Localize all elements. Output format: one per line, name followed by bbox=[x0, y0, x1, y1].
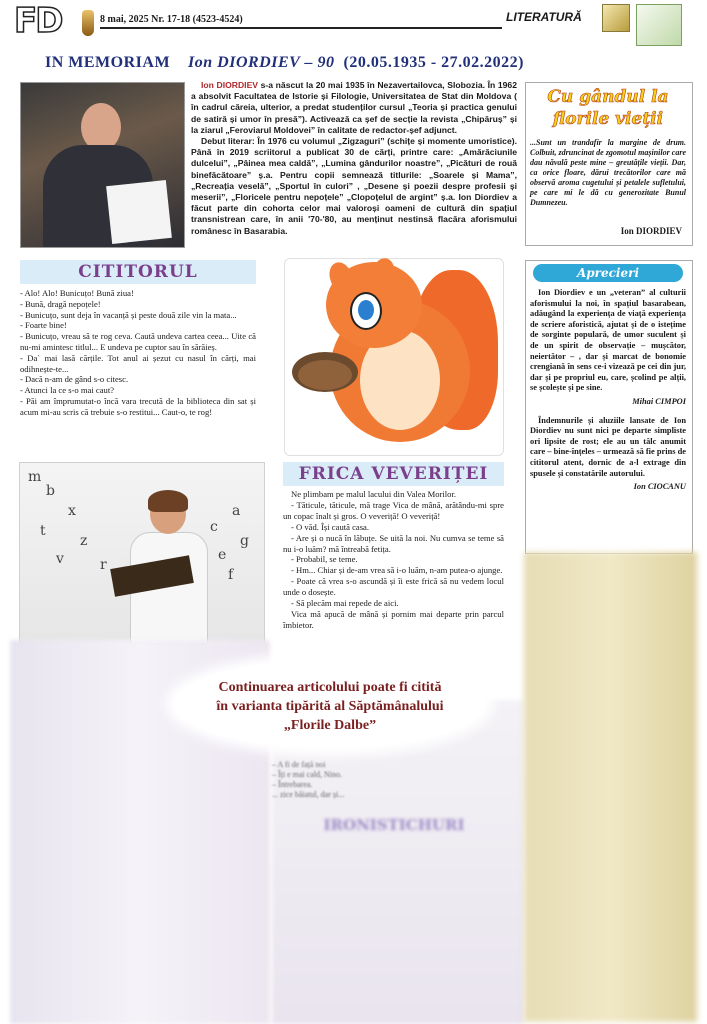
dialog-line: - Dacă n-am de gând s-o citesc. bbox=[20, 374, 129, 385]
story-line: - O văd. Își caută casa. bbox=[291, 521, 370, 532]
acorn-icon-body bbox=[298, 360, 352, 390]
dialog-line: - Bună, dragă nepoțele! bbox=[20, 298, 101, 309]
story-line: - Tăticule, tăticule, mă trage Vica de mână, arătându-mi spre un copac înalt și gros. O veveriță! O veveriță! bbox=[283, 499, 504, 521]
story-line: - Are și o nucă în lăbuțe. Se uită la noi. Nu cumva se teme să nu i-o luăm? mă întreabă fetița. bbox=[283, 532, 504, 554]
boy-hair bbox=[148, 490, 188, 512]
story-line: - Să plecăm mai repede de aici. bbox=[291, 598, 399, 609]
dialog-line: - Foarte bine! bbox=[20, 320, 67, 331]
dialog-line: - Bunicuțo, vreau să te rog ceva. Caută undeva cartea ceea... Uite că nu-mi amintesc titlul... E undeva pe cuptor sau în sărăieș. bbox=[20, 331, 256, 352]
aprecieri-heading: Aprecieri bbox=[533, 264, 683, 282]
author-photo-head bbox=[81, 103, 121, 151]
ink-bottle-icon bbox=[82, 10, 94, 36]
squirrel-pupil bbox=[358, 300, 374, 320]
cititorul-text bbox=[20, 288, 256, 418]
dialog-line: - Bunicuțo, sunt deja în vacanță și peste două zile vin la mata... bbox=[20, 309, 237, 320]
quote-box-author: Ion DIORDIEV bbox=[620, 226, 682, 236]
issue-info: 8 mai, 2025 Nr. 17-18 (4523-4524) bbox=[100, 14, 243, 25]
quote-box-text: ...Sunt un trandafir la margine de drum. Colbuit, zdruncinat de zgomotul mașinilor care dau năvală peste mine – greutățile vieții. Dar, ca orice floare, dărui trecătorilor care mă observă aroma cugetului și petalele sufletului, pe care mi le dă cu generozitate Bunul Dumnezeu. bbox=[530, 138, 686, 207]
blurred-content-right bbox=[524, 552, 697, 1022]
section-title: LITERATURĂ bbox=[506, 10, 582, 24]
quote-box-title: Cu gândul la florile vieții bbox=[547, 87, 669, 129]
story-line: Vica mă apucă de mână și pornim mai departe prin parcul îmbietor. bbox=[283, 608, 504, 630]
memoriam-name: Ion DIORDIEV – 90 bbox=[188, 54, 335, 71]
memoriam-dates: (20.05.1935 - 27.02.2022) bbox=[343, 54, 524, 71]
book-icon bbox=[602, 4, 630, 32]
continuation-message: Continuarea articolului poate fi citită în varianta tipărită al Săptămânalului „Florile Dalbe” bbox=[216, 680, 444, 733]
flowers-icon bbox=[636, 4, 682, 46]
memoriam-prefix: IN MEMORIAM bbox=[45, 54, 171, 71]
bio-paragraph-2: Debut literar: În 1976 cu volumul „Zigzaguri” (schițe și momente umoristice). Până în 2019 scriitorul a publicat 30 de cărți, printre care: „Amărăciunile dulcelui”, „Pâinea mea caldă”, „Lumina gândurilor noastre”, „Picături de rouă binefăcătoare” ș.a. Pentru copii semnează titlurile: „Soarele și Mama”, „Recreația veselă”, „Sportul în culori” , „Desene și poezii despre profesii și meserii”, „Floricele pentru nepoțele” „Clopoțelul de argint” ș.a. Ion Diordiev a făcut parte din cohorta celor mai valoroși oameni de cultură din spațiul transnistrean care, în anii '70-'80, au menținut nestinsă flacăra aforismului românesc în Basarabia. bbox=[191, 136, 517, 236]
dialog-line: - Păi am împrumutat-o încă vara trecută de la biblioteca din sat și acum mi-au scris că trebuie s-o restitui... Caut-o, te rog! bbox=[20, 395, 256, 417]
frica-heading: FRICA VEVERIȚEI bbox=[283, 462, 504, 486]
memoriam-title bbox=[45, 54, 675, 72]
story-line: - Poate că vrea s-o ascundă și îi este frică să nu vedem locul unde o dosește. bbox=[283, 576, 504, 598]
dialog-line: - Da` mai lasă cărțile. Tot anul ai șezut cu nasul în cărți, mai odihnește-te... bbox=[20, 352, 256, 374]
cititorul-heading: CITITORUL bbox=[20, 260, 256, 284]
aprecieri-paragraph-1: Ion Diordiev e un „veteran” al culturii aforismului la noi, în spațiul basarabean, adăugând la experiența de viață experiența de scriere aforistică, ajutat și de o istețime de sorginte populară, de umor suculent și de un spirit de observație – mușcător, neiertător – , dar și marcat de bonomie crengiană în sens ce-i vizează pe cei din jur, dar și pe propriul eu, care, școlind pe alții, se școlește și pe sine. bbox=[530, 288, 686, 393]
author-photo-paper bbox=[106, 180, 172, 244]
frica-text bbox=[283, 489, 504, 631]
blurred-content-middle bbox=[272, 700, 524, 1024]
dialog-line: - Atunci la ce s-o mai caut? bbox=[20, 385, 115, 396]
newspaper-logo: FD bbox=[14, 1, 62, 41]
aprecieri-author-1: Mihai CIMPOI bbox=[632, 396, 686, 406]
blurred-section-title: IRONISTICHURI bbox=[323, 816, 465, 834]
blurred-text-lines: – A fi de față noi – Îți e mai cald, Nino. – Întrebarea. ... zice băiatul, dar și... bbox=[272, 760, 345, 799]
flying-letters: m b x t z v r a c g e f bbox=[28, 469, 249, 583]
aprecieri-author-2: Ion CIOCANU bbox=[633, 482, 686, 492]
story-line: - Probabil, se teme. bbox=[291, 554, 358, 565]
bio-paragraph-1: Ion DIORDIEV s-a născut la 20 mai 1935 în Nezavertailovca, Slobozia. În 1962 a absolvit Facultatea de Istorie și Filologie, Universitatea de Stat din Moldova ( în cadrul căreia, ulterior, a predat studenților cursul „Teoria și practica genului de satiră și umor în presă”). Activează ca șef de secție la revista „Chipăruș” și la ziarul „Feroviarul Moldovei” în calitate de redactor-șef adjunct. bbox=[191, 80, 517, 135]
header-rule bbox=[100, 27, 502, 29]
dialog-line: - Alo! Alo! Bunicuțo! Bună ziua! bbox=[20, 288, 134, 298]
story-line: - Hm... Chiar și de-am vrea să i-o luăm, n-am putea-o ajunge. bbox=[291, 565, 503, 576]
author-photo bbox=[20, 82, 185, 248]
biography-text bbox=[191, 80, 517, 250]
story-line: Ne plimbam pe malul lacului din Valea Morilor. bbox=[291, 489, 456, 499]
bio-name: Ion DIORDIEV bbox=[201, 80, 259, 90]
aprecieri-paragraph-2: Îndemnurile și aluziile lansate de Ion Diordiev nu sunt nici pe departe simpliste ori lipsite de rost; ele au un tâlc anumit care – bine-înțeles – urmează să fie prins de cititorul atent, dornic de a-l extrage din spusele și constatările autorului. bbox=[530, 415, 686, 478]
aprecieri-text bbox=[530, 288, 686, 501]
